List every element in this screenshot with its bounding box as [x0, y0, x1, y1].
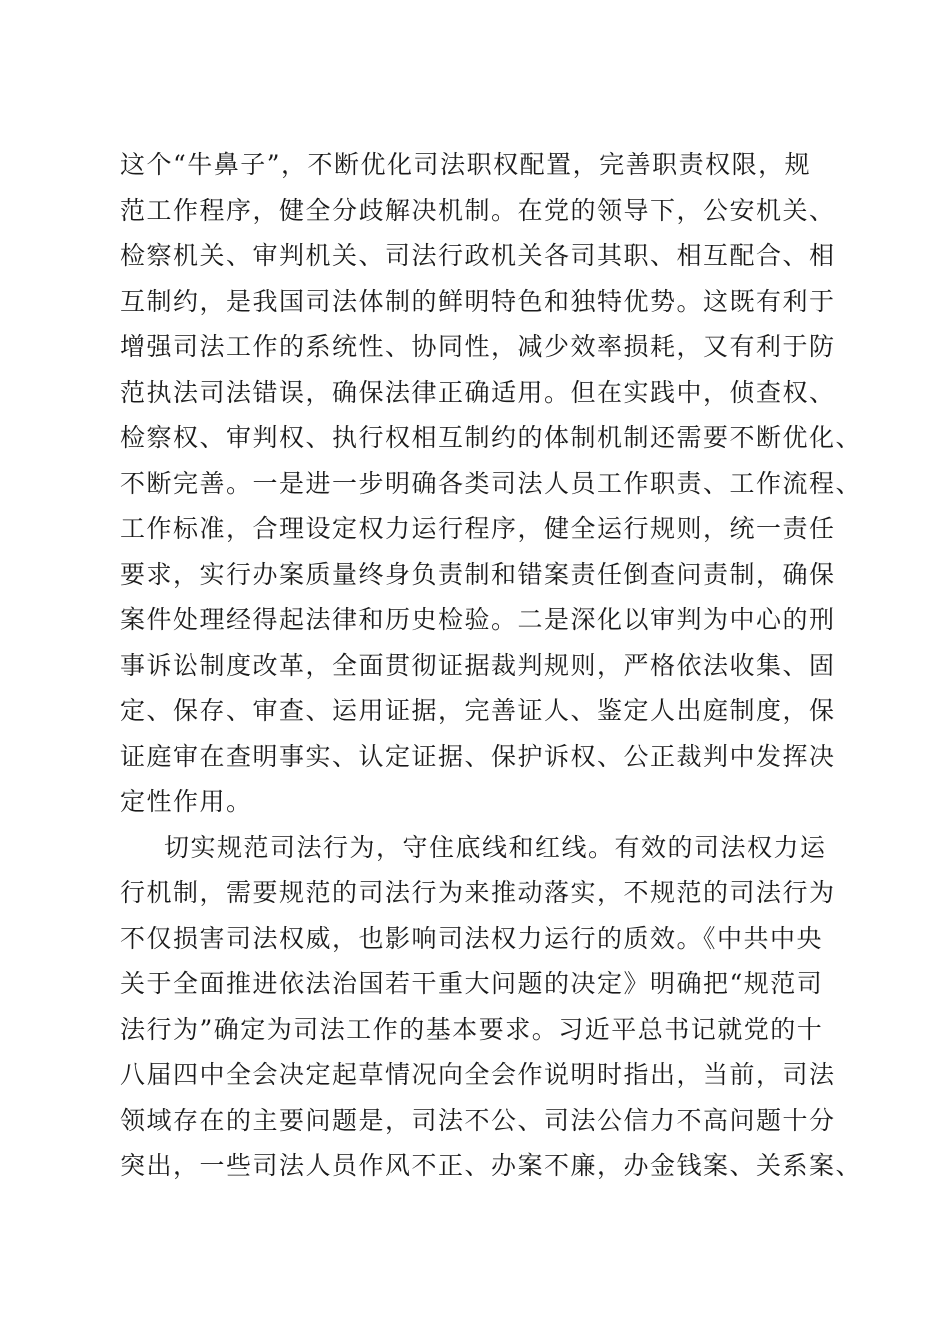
text-line: 增强司法工作的系统性、协同性，减少效率损耗，又有利于防: [120, 332, 836, 361]
paragraph-first-line: 切实规范司法行为，守住底线和红线。有效的司法权力运: [164, 832, 827, 862]
text-line: 范执法司法错误，确保法律正确适用。但在实践中，侦查权、: [120, 377, 836, 407]
text-line: 事诉讼制度改革，全面贯彻证据裁判规则，严格依法收集、固: [120, 650, 836, 680]
text-line: 检察机关、审判机关、司法行政机关各司其职、相互配合、相: [120, 241, 836, 270]
text-line: 不仅损害司法权威，也影响司法权力运行的质效。《中共中央: [120, 923, 824, 953]
text-line: 要求，实行办案质量终身负责制和错案责任倒查问责制，确保: [120, 559, 836, 589]
text-line: 不断完善。一是进一步明确各类司法人员工作职责、工作流程、: [120, 468, 863, 498]
text-line: 证庭审在查明事实、认定证据、保护诉权、公正裁判中发挥决: [120, 741, 836, 771]
text-line: 突出，一些司法人员作风不正、办案不廉，办金钱案、关系案、: [120, 1151, 863, 1180]
body-text: [120, 142, 863, 1189]
text-line: 工作标准，合理设定权力运行程序，健全运行规则，统一责任: [120, 514, 836, 543]
text-line: 行机制，需要规范的司法行为来推动落实，不规范的司法行为: [120, 878, 836, 907]
text-line: 检察权、审判权、执行权相互制约的体制机制还需要不断优化、: [120, 423, 863, 452]
text-line: 定性作用。: [120, 787, 253, 816]
text-line: 领域存在的主要问题是，司法不公、司法公信力不高问题十分: [120, 1105, 836, 1135]
text-line: 定、保存、审查、运用证据，完善证人、鉴定人出庭制度，保: [120, 696, 836, 725]
text-line: 法行为”确定为司法工作的基本要求。习近平总书记就党的十: [120, 1014, 824, 1044]
text-line: 八届四中全会决定起草情况向全会作说明时指出，当前，司法: [120, 1060, 836, 1089]
text-line: 关于全面推进依法治国若干重大问题的决定》明确把“规范司: [120, 969, 824, 998]
text-line: 范工作程序，健全分歧解决机制。在党的领导下，公安机关、: [120, 195, 836, 225]
text-line: 互制约，是我国司法体制的鲜明特色和独特优势。这既有利于: [120, 286, 836, 316]
text-line: 这个“牛鼻子”，不断优化司法职权配置，完善职责权限，规: [120, 150, 812, 179]
text-line: 案件处理经得起法律和历史检验。二是深化以审判为中心的刑: [120, 605, 836, 634]
